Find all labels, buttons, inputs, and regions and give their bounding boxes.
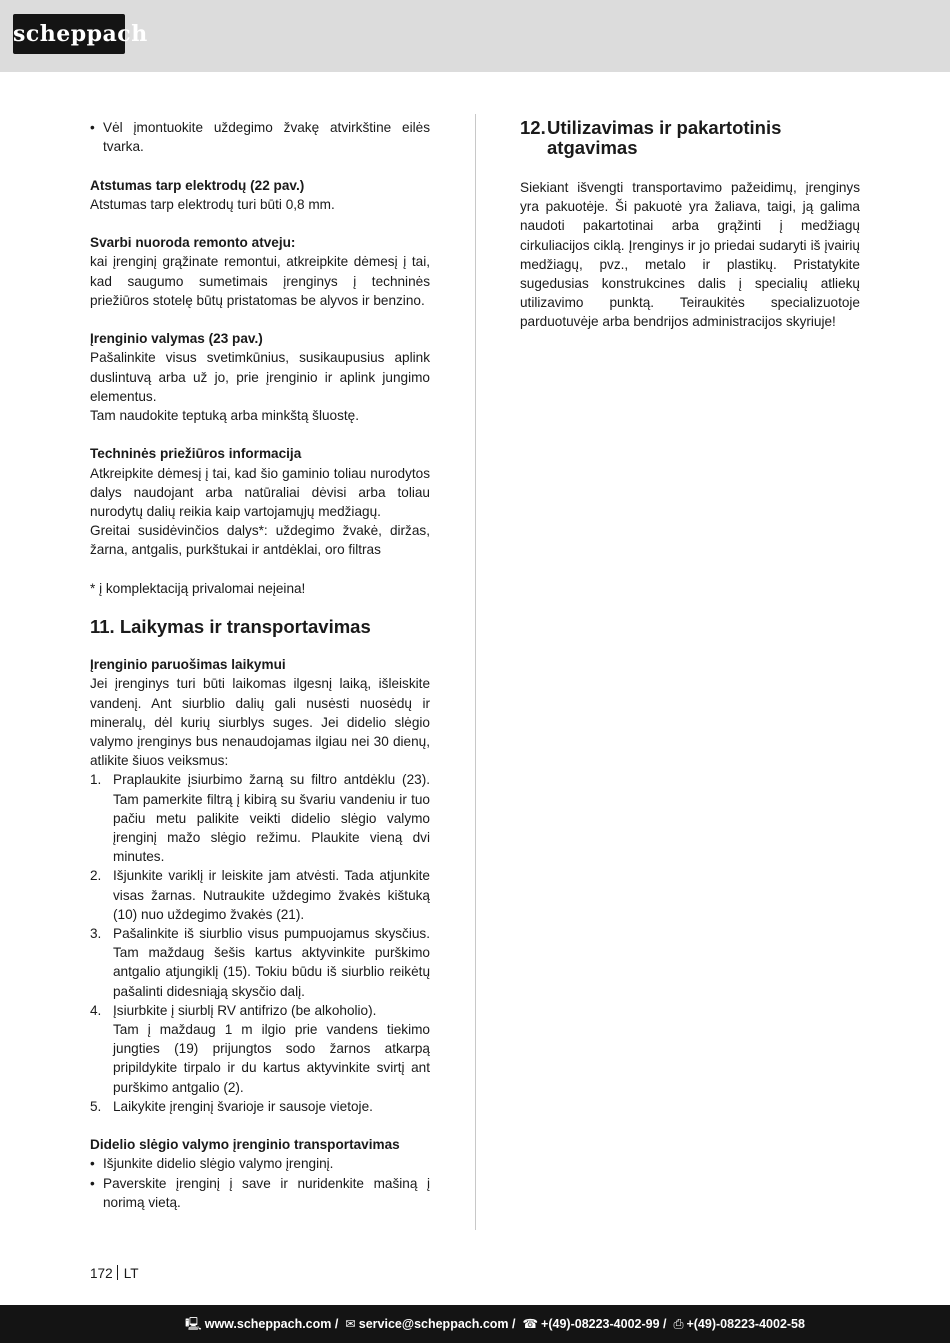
page-language: LT: [123, 1266, 139, 1281]
email-icon: ✉: [345, 1317, 356, 1331]
electrode-section: [90, 176, 430, 214]
step-number: 3.: [90, 926, 102, 942]
list-item: [90, 1001, 430, 1097]
storage-prep-title: Įrenginio paruošimas laikymui: [90, 657, 286, 673]
repair-text: kai įrenginį grąžinate remontui, atkreipkite dėmesį į tai, kad saugumo sumetimais įrenginys į techninės priežiūros stotelę būtų pristatomas be alyvos ir benzino.: [90, 254, 430, 308]
cleaning-text-2: Tam naudokite teptuką arba minkštą šluostę.: [90, 408, 360, 423]
step-number: 4.: [90, 1002, 102, 1018]
list-item: [90, 866, 430, 924]
step-text: Pašalinkite iš siurblio visus pumpuojamus skysčius. Tam maždaug šešis kartus aktyvinkite purškimo antgalio atjungiklį (15). Tokiu būdu iš siurblio reikėtų pašalinti didesniąją skysčio dalį.: [113, 926, 430, 999]
brand-logo: scheppach: [13, 14, 125, 54]
fax-icon: ⎙: [673, 1317, 684, 1331]
cleaning-section: [90, 329, 430, 425]
bullet-item: • Išjunkite didelio slėgio valymo įrenginį.: [90, 1154, 430, 1173]
footer-website[interactable]: www.scheppach.com /: [204, 1317, 339, 1331]
section-title: Laikymas ir transportavimas: [119, 616, 371, 638]
bullet-item: • Vėl įmontuokite uždegimo žvakę atvirkštine eilės tvarka.: [90, 118, 430, 156]
storage-prep-text: Jei įrenginys turi būti laikomas ilgesnį laiką, išleiskite vandenį. Ant siurblio dalių gali nusėsti nuosėdų ir mineralų, dėl kurių siurblys suges. Jei didelio slėgio valymo įrenginys bus nenaudojamas ilgiau nei 30 dienų, atlikite šiuos veiksmus:: [90, 676, 430, 769]
electrode-title: Atstumas tarp elektrodų (22 pav.): [90, 177, 305, 193]
storage-steps: [90, 770, 430, 1116]
cleaning-title: Įrenginio valymas (23 pav.): [90, 331, 263, 347]
step-number: 5.: [90, 1098, 102, 1114]
maintenance-title: Techninės priežiūros informacija: [90, 446, 302, 462]
disposal-text: Siekiant išvengti transportavimo pažeidimų, įrenginys yra pakuotėje. Ši pakuotė yra žaliava, taigi, ją galima naudoti pakartotinai arba grąžinti į medžiagų cirkuliacijos ciklą. Įrenginys ir jo priedai sudaryti iš įvairių medžiagų, pvz., metalo ir plastikų. Pristatykite sugedusias konstrukcines dalis į specialių atliekų utilizavimo punktą. Teiraukitės specializuotoje parduotuvėje arba bendrijos administracijos skyriuje!: [520, 180, 860, 330]
maintenance-text: Atkreipkite dėmesį į tai, kad šio gaminio toliau nurodytos dalys naudojant arba natūraliai dėvisi arba toliau nurodytų dalių reikia kaip vartojamųjų medžiagų.: [90, 465, 430, 519]
page-header: [0, 0, 950, 72]
section-11-heading: [90, 617, 430, 637]
list-item: [90, 770, 430, 866]
step-text: Išjunkite variklį ir leiskite jam atvėsti. Tada atjunkite visas žarnas. Nutraukite uždegimo žvakės kištuką (10) nuo uždegimo žvakės (21).: [113, 868, 430, 922]
electrode-text: Atstumas tarp elektrodų turi būti 0,8 mm.: [90, 196, 335, 212]
page-number-value: 172: [90, 1266, 113, 1281]
section-number: 11.: [90, 616, 115, 638]
section-title: Utilizavimas ir pakartotinis atgavimas: [547, 117, 782, 158]
repair-section: [90, 233, 430, 310]
list-item: [90, 924, 430, 1001]
transport-section: [90, 1135, 430, 1212]
transport-bullets: [90, 1154, 430, 1212]
footer-email[interactable]: service@scheppach.com /: [358, 1317, 516, 1331]
section-number: 12.: [520, 117, 546, 138]
right-column: [520, 118, 860, 332]
wear-parts-text: Greitai susidėvinčios dalys*: uždegimo žvakė, diržas, žarna, antgalis, purkštukai ir antdėklai, oro filtras: [90, 523, 430, 558]
storage-prep-section: [90, 655, 430, 1116]
footnote: * į komplektaciją privalomai neįeina!: [90, 580, 306, 596]
cleaning-text: Pašalinkite visus svetimkūnius, susikaupusius aplink duslintuvą arba už jo, prie įrenginio ir aplink jungimo elementus.: [90, 350, 430, 404]
footer-phone: +(49)-08223-4002-99 /: [541, 1317, 667, 1331]
left-column: [90, 118, 430, 1212]
page-footer: [0, 1305, 950, 1343]
page-number: [90, 1265, 139, 1281]
step-number: 2.: [90, 868, 102, 884]
bullet-item: • Paverskite įrenginį į save ir nuridenkite mašiną į norimą vietą.: [90, 1174, 430, 1212]
column-divider: [475, 114, 476, 1230]
intro-bullets: [90, 118, 430, 156]
maintenance-section: [90, 444, 430, 559]
step-text-continued: Tam į maždaug 1 m ilgio prie vandens tiekimo jungties (19) prijungtos sodo žarnos atkarpą pripildykite tirpalo ir du kartus aktyvinkite svirtį ant purškimo antgalio (2).: [113, 1022, 430, 1095]
repair-title: Svarbi nuoroda remonto atveju:: [90, 235, 296, 251]
footer-fax: +(49)-08223-4002-58: [686, 1317, 805, 1331]
step-number: 1.: [90, 772, 102, 788]
list-item: [90, 1097, 430, 1116]
step-text: Laikykite įrenginį švarioje ir sausoje vietoje.: [113, 1098, 373, 1114]
phone-icon: ☎: [522, 1317, 539, 1331]
page-number-separator: [117, 1265, 118, 1280]
transport-title: Didelio slėgio valymo įrenginio transportavimas: [90, 1137, 400, 1153]
section-12-heading: [520, 118, 860, 158]
computer-icon: 🖳: [185, 1317, 202, 1331]
step-text: Įsiurbkite į siurblį RV antifrizo (be alkoholio).: [113, 1002, 377, 1018]
step-text: Praplaukite įsiurbimo žarną su filtro antdėklu (23). Tam pamerkite filtrą į kibirą su švariu vandeniu ir tuo pačiu metu palikite veikti didelio slėgio valymo įrenginį mažo slėgio režimu. Plaukite vieną dvi minutes.: [113, 772, 430, 865]
